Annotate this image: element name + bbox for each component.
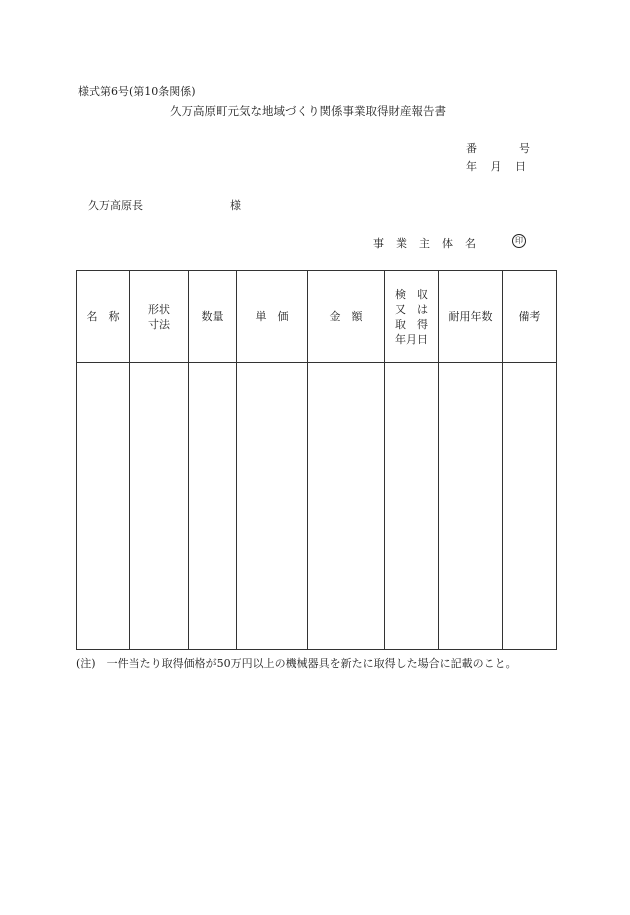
cell-amount[interactable] [308, 363, 385, 650]
operator-char: 事 [373, 237, 384, 250]
operator-name-label [373, 235, 488, 251]
column-header-amount: 金 額 [308, 271, 385, 363]
column-header-unit-price: 単 価 [237, 271, 308, 363]
cell-useful-life[interactable] [439, 363, 503, 650]
footnote: (注) 一件当たり取得価格が50万円以上の機械器具を新たに取得した場合に記載のこと。 [76, 657, 517, 670]
column-header-useful-life: 耐用年数 [439, 271, 503, 363]
operator-char: 体 [442, 237, 453, 250]
table-header-row [77, 271, 557, 363]
operator-char: 主 [419, 237, 430, 250]
document-number-line [466, 140, 530, 156]
table-row [77, 363, 557, 650]
column-header-name: 名 称 [77, 271, 130, 363]
seal-mark: 印 [512, 234, 526, 248]
column-header-remarks: 備考 [503, 271, 557, 363]
addressee-honorific: 様 [230, 199, 241, 212]
number-go-label: 号 [519, 142, 530, 155]
addressee-name: 久万高原長 [88, 199, 143, 212]
column-header-inspection-date: 検 収 又 は 取 得 年月日 [385, 271, 439, 363]
date-day-label: 日 [515, 160, 526, 173]
cell-unit-price[interactable] [237, 363, 308, 650]
cell-shape-size[interactable] [130, 363, 189, 650]
column-header-shape-size: 形状 寸法 [130, 271, 189, 363]
cell-quantity[interactable] [189, 363, 237, 650]
date-line [466, 158, 526, 174]
number-ban-label: 番 [466, 142, 477, 155]
cell-inspection-date[interactable] [385, 363, 439, 650]
operator-char: 名 [465, 237, 476, 250]
document-title: 久万高原町元気な地域づくり関係事業取得財産報告書 [170, 104, 446, 118]
form-number-label: 様式第6号(第10条関係) [78, 85, 196, 98]
column-header-quantity: 数量 [189, 271, 237, 363]
date-month-label: 月 [490, 160, 502, 173]
cell-remarks[interactable] [503, 363, 557, 650]
cell-name[interactable] [77, 363, 130, 650]
asset-report-table [76, 270, 557, 650]
operator-char: 業 [396, 237, 407, 250]
date-year-label: 年 [466, 160, 477, 173]
